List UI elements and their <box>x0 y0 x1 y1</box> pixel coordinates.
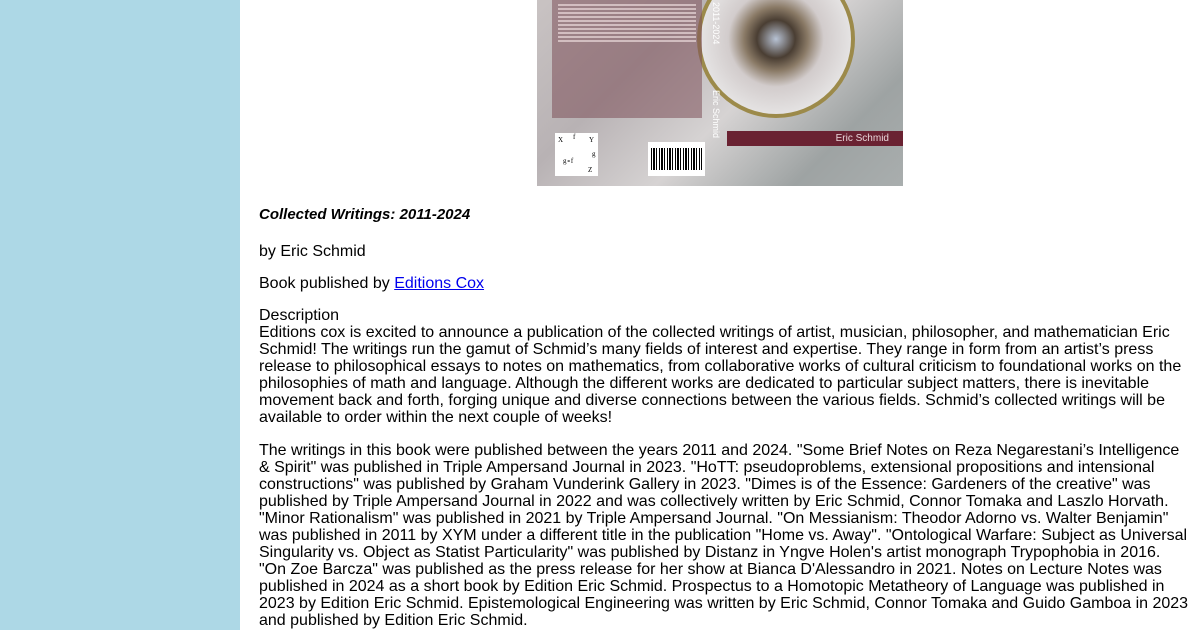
diagram-y: Y <box>589 136 595 144</box>
cover-author-bar: Eric Schmid <box>727 131 903 146</box>
barcode-icon <box>648 142 705 176</box>
book-author: by Eric Schmid <box>259 243 366 260</box>
commutative-diagram-icon <box>555 133 598 176</box>
description-paragraph-1: Editions cox is excited to announce a publication of the collected writings of artist, musician, philosopher, and mathematician Eric Schmid! The writings run the gamut of Schmid’s many fields of interest and expertise. They range in form from an artist’s press release to philosophical essays to notes on mathematics, from collaborative works of cultural criticism to foundational works on the philosophies of math and language. Although the different works are dedicated to particular subject matters, there is inevitable movement back and forth, forging unique and diverse connections between the various fields. Schmid’s collected writings will be available to order within the next couple of weeks! <box>259 324 1182 426</box>
diagram-gf: g∘f <box>563 157 574 165</box>
diagram-g: g <box>592 150 596 158</box>
spine-author: Eric Schmid <box>711 90 721 139</box>
back-cover-text-panel <box>552 0 702 118</box>
diagram-x: X <box>558 136 564 144</box>
description-paragraph-2: The writings in this book were published between the years 2011 and 2024. "Some Brief Notes on Reza Negarestani’s Intelligence & Spirit" was published in Triple Ampersand Journal in 2023. "HoTT: pseudoproblems, extensional propositions and intensional constructions" was published by Graham Vunderink Gallery in 2023. "Dimes is of the Essence: Gardeners of the creative" was published by Triple Ampersand Journal in 2022 and was collectively written by Eric Schmid, Connor Tomaka and Laszlo Horvath. "Minor Rationalism" was published in 2021 by Triple Ampersand Journal. "On Messianism: Theodor Adorno vs. Walter Benjamin" was published in 2011 by XYM under a different title in the publication "Home vs. Away". "Ontological Warfare: Subject as Universal Singularity vs. Object as Statist Particularity" was published by Distanz in Yngve Holen's artist monograph Trypophobia in 2016. "On Zoe Barcza" was published as the press release for her show at Bianca D'Alessandro in 2021. Notes on Lecture Notes was published in 2024 as a short book by Edition Eric Schmid. Prospectus to a Homotopic Metatheory of Language was published in 2023 by Edition Eric Schmid. Epistemological Engineering was written by Eric Schmid, Connor Tomaka and Guido Gamboa in 2023 and published by Edition Eric Schmid. <box>259 442 1189 629</box>
publisher-link[interactable]: Editions Cox <box>394 275 485 292</box>
publisher-line <box>259 275 484 293</box>
description-section <box>259 307 1189 426</box>
diagram-f: f <box>573 133 576 141</box>
spine-title: 2011-2024 <box>711 2 721 45</box>
publisher-prefix: Book published by <box>259 275 395 292</box>
description-heading: Description <box>259 307 340 324</box>
book-title: Collected Writings: 2011-2024 <box>259 206 471 223</box>
book-cover-image <box>537 0 903 186</box>
diagram-z: Z <box>588 166 593 174</box>
sidebar <box>0 0 240 630</box>
